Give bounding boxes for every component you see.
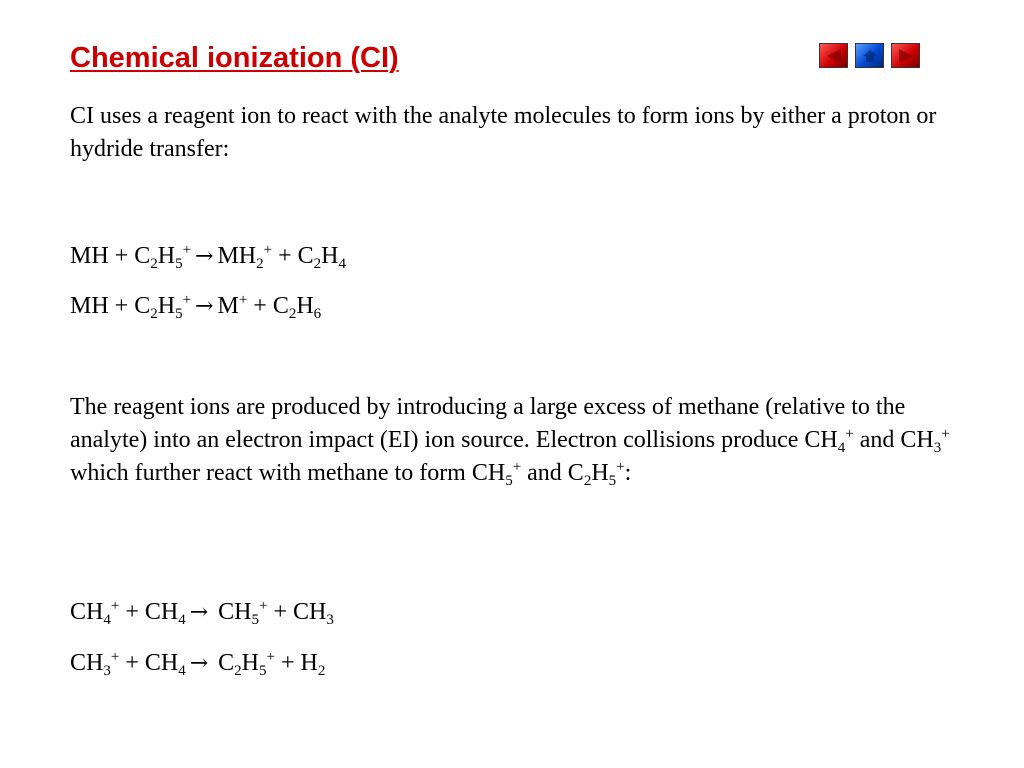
formula-text: MH + C [70,293,151,319]
formula-text: H [241,650,259,676]
formula-text: H [157,243,176,269]
superscript: + [263,242,273,258]
previous-slide-button[interactable] [819,43,848,68]
formula-text: H [321,243,339,269]
home-icon [862,49,878,63]
superscript: + [512,459,522,475]
formula-text: MH [217,243,257,269]
reaction-arrow: → [195,294,214,319]
subscript: 5 [258,663,267,679]
slide-navigation [819,43,920,68]
formula-text: CH [212,599,252,625]
superscript: + [182,242,192,258]
superscript: + [258,598,268,614]
formula-text: H [591,460,609,486]
formula-text: + H [274,650,318,676]
arrow-right-icon [898,49,914,63]
subscript: 2 [256,256,264,272]
subscript: 2 [234,663,242,679]
formula-text: M [217,293,239,319]
formula-text: and C [521,460,584,486]
formula-text: and CH [853,427,934,453]
formula-text: CH [70,599,104,625]
superscript: + [182,292,192,308]
superscript: + [941,426,950,442]
subscript: 5 [608,473,617,489]
reaction-c2h5-formation [70,647,325,680]
formula-text: MH + C [70,243,151,269]
subscript: 5 [175,256,183,272]
formula-text: + CH [119,599,179,625]
formula-text: CH [70,650,104,676]
superscript: + [616,459,625,475]
reaction-proton-transfer [70,240,346,273]
subscript: 2 [583,473,592,489]
formula-text: The reagent ions are produced by introducing a large excess of methane (relative to the analyte) into an electron impact (EI) ion source. Electron collisions produce CH [70,394,906,453]
subscript: 2 [313,256,322,272]
formula-text: + C [247,293,289,319]
reagent-ion-paragraph [70,391,970,490]
subscript: 4 [178,663,186,679]
subscript: 4 [178,612,186,628]
subscript: 3 [103,663,111,679]
subscript: 2 [150,256,158,272]
subscript: 5 [251,612,259,628]
formula-text: H [157,293,176,319]
subscript: 3 [326,612,334,628]
intro-paragraph: CI uses a reagent ion to react with the analyte molecules to form ions by either a proton or hydride transfer: [70,103,937,162]
reaction-arrow: → [189,600,209,625]
superscript: + [110,598,120,614]
slide-title: Chemical ionization (CI) [70,42,399,74]
formula-text: + C [272,243,314,269]
subscript: 4 [338,256,346,272]
subscript: 5 [175,306,183,322]
formula-text: H [296,293,314,319]
superscript: + [238,292,248,308]
subscript: 5 [505,473,513,489]
reaction-arrow: → [189,651,209,676]
subscript: 2 [317,663,326,679]
subscript: 3 [933,440,942,456]
subscript: 6 [313,306,322,322]
formula-text: + CH [267,599,327,625]
home-button[interactable] [855,43,884,68]
reaction-hydride-transfer [70,290,321,323]
formula-text: : [624,460,632,486]
subscript: 2 [150,306,158,322]
subscript: 2 [288,306,297,322]
formula-text: which further react with methane to form CH [70,460,506,486]
subscript: 4 [103,612,111,628]
reaction-arrow: → [195,244,214,269]
next-slide-button[interactable] [891,43,920,68]
superscript: + [845,426,854,442]
formula-text: C [212,650,235,676]
superscript: + [110,649,120,665]
subscript: 4 [837,440,846,456]
superscript: + [266,649,275,665]
arrow-left-icon [826,49,842,63]
formula-text: + CH [119,650,179,676]
reaction-ch5-formation [70,596,334,629]
